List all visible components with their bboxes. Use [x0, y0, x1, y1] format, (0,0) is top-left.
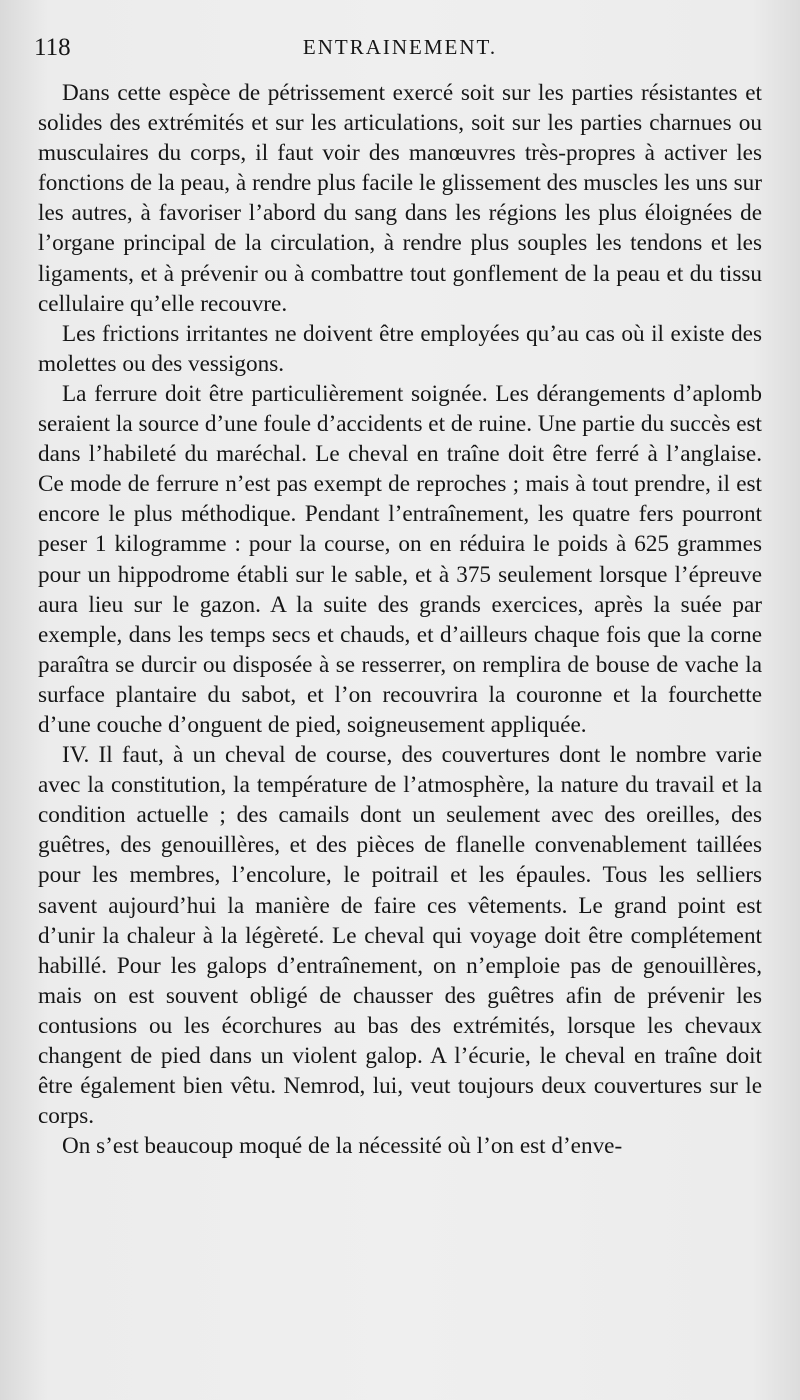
running-head: [34, 34, 766, 68]
paragraph-frictions: Les frictions irritantes ne doivent être employées qu’au cas où il existe des molettes ou des vessigons.: [38, 320, 762, 377]
running-title: ENTRAINEMENT.: [302, 35, 498, 59]
paragraph-couvertures: IV. Il faut, à un cheval de course, des couvertures dont le nombre varie avec la constitution, la température de l’atmosphère, la nature du travail et la condition actuelle ; des camails dont un seulement avec des oreilles, des guêtres, des genouillères, et des pièces de flanelle convenablement taillées pour les membres, l’encolure, le poitrail et les épaules. Tous les selliers savent aujourd’hui la manière de faire ces vêtements. Le grand point est d’unir la chaleur à la légèreté. Le cheval qui voyage doit être complétement habillé. Pour les galops d’entraînement, on n’emploie pas de genouillères, mais on est souvent obligé de chausser des guêtres afin de prévenir les contusions ou les écorchures au bas des extrémités, lorsque les chevaux changent de pied dans un violent galop. A l’écurie, le cheval en traîne doit être également bien vêtu. Nemrod, lui, veut toujours deux couvertures sur le corps.: [38, 742, 762, 1130]
page-number: 118: [34, 34, 71, 61]
body-text: [38, 78, 762, 1161]
paragraph-closing: On s’est beaucoup moqué de la nécessité où l’on est d’enve-: [62, 1133, 623, 1160]
paragraph-massage: Dans cette espèce de pétrissement exercé soit sur les parties résistantes et solides des extrémités et sur les articulations, soit sur les parties charnues ou musculaires du corps, il faut voir des manœuvres très-propres à activer les fonctions de la peau, à rendre plus facile le glissement des muscles les uns sur les autres, à favoriser l’abord du sang dans les régions les plus éloignées de l’organe principal de la circulation, à rendre plus souples les tendons et les ligaments, et à prévenir ou à combattre tout gonflement de la peau et du tissu cellulaire qu’elle recouvre.: [38, 80, 762, 317]
paragraph-ferrure: La ferrure doit être particulièrement soignée. Les dérangements d’aplomb seraient la source d’une foule d’accidents et de ruine. Une partie du succès est dans l’habileté du maréchal. Le cheval en traîne doit être ferré à l’anglaise. Ce mode de ferrure n’est pas exempt de reproches ; mais à tout prendre, il est encore le plus méthodique. Pendant l’entraînement, les quatre fers pourront peser 1 kilogramme : pour la course, on en réduira le poids à 625 grammes pour un hippodrome établi sur le sable, et à 375 seulement lorsque l’épreuve aura lieu sur le gazon. A la suite des grands exercices, après la suée par exemple, dans les temps secs et chauds, et d’ailleurs chaque fois que la corne paraîtra se durcir ou disposée à se resserrer, on remplira de bouse de vache la surface plantaire du sabot, et l’on recouvrira la couronne et la fourchette d’une couche d’onguent de pied, soigneusement appliquée.: [38, 380, 762, 738]
